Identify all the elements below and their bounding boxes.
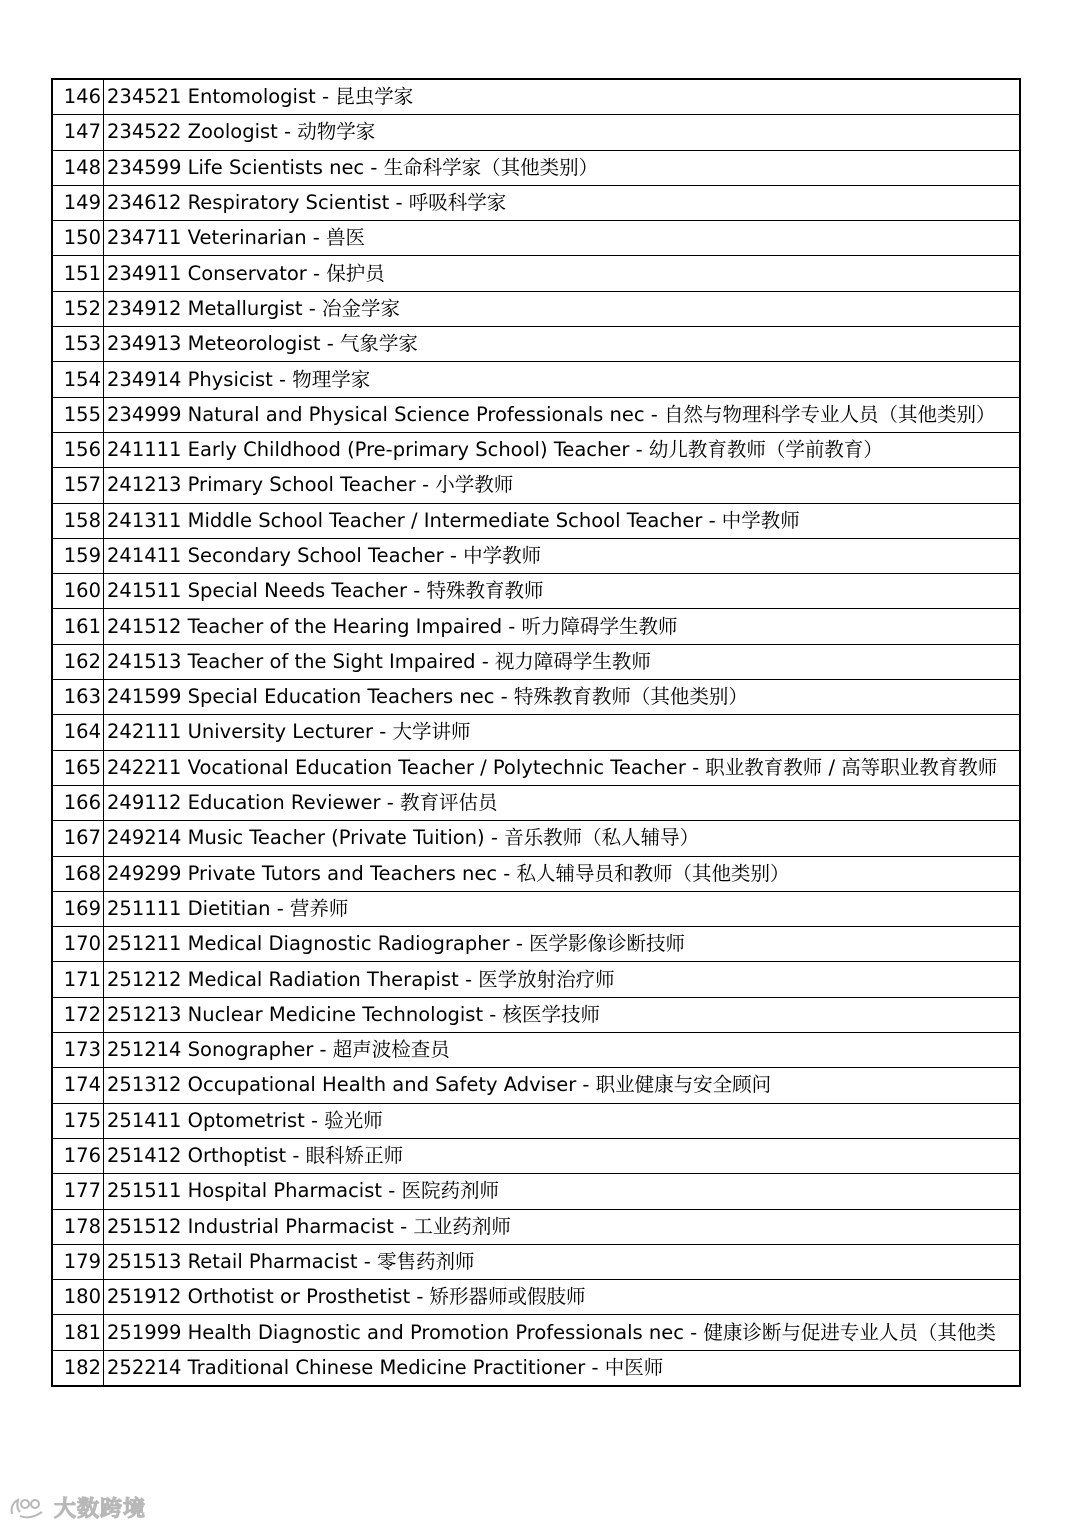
- row-number: 163: [52, 680, 104, 715]
- row-number: 175: [52, 1103, 104, 1138]
- table-row: [52, 997, 1020, 1032]
- row-description: 234599 Life Scientists nec - 生命科学家（其他类别）: [104, 150, 1021, 185]
- row-number: 172: [52, 997, 104, 1032]
- row-number: 160: [52, 574, 104, 609]
- row-description: 242111 University Lecturer - 大学讲师: [104, 715, 1021, 750]
- row-number: 171: [52, 962, 104, 997]
- row-number: 181: [52, 1315, 104, 1350]
- row-description: 249214 Music Teacher (Private Tuition) - 音乐教师（私人辅导）: [104, 821, 1021, 856]
- row-description: 234521 Entomologist - 昆虫学家: [104, 79, 1021, 115]
- row-description: 234612 Respiratory Scientist - 呼吸科学家: [104, 185, 1021, 220]
- table-row: [52, 1138, 1020, 1173]
- table-row: [52, 680, 1020, 715]
- table-row: [52, 644, 1020, 679]
- row-number: 146: [52, 79, 104, 115]
- row-number: 178: [52, 1209, 104, 1244]
- row-number: 154: [52, 362, 104, 397]
- table-row: [52, 1350, 1020, 1386]
- table-row: [52, 503, 1020, 538]
- row-number: 153: [52, 327, 104, 362]
- row-description: 234913 Meteorologist - 气象学家: [104, 327, 1021, 362]
- row-description: 241411 Secondary School Teacher - 中学教师: [104, 538, 1021, 573]
- table-row: [52, 927, 1020, 962]
- table-row: [52, 821, 1020, 856]
- row-number: 165: [52, 750, 104, 785]
- occupation-table-container: [51, 78, 1021, 1387]
- row-number: 151: [52, 256, 104, 291]
- row-number: 156: [52, 432, 104, 467]
- row-number: 152: [52, 291, 104, 326]
- table-row: [52, 538, 1020, 573]
- row-description: 251211 Medical Diagnostic Radiographer - 医学影像诊断技师: [104, 927, 1021, 962]
- row-number: 157: [52, 468, 104, 503]
- row-description: 251214 Sonographer - 超声波检查员: [104, 1033, 1021, 1068]
- row-number: 149: [52, 185, 104, 220]
- row-number: 158: [52, 503, 104, 538]
- row-description: 251512 Industrial Pharmacist - 工业药剂师: [104, 1209, 1021, 1244]
- row-number: 170: [52, 927, 104, 962]
- row-number: 164: [52, 715, 104, 750]
- table-row: [52, 397, 1020, 432]
- table-row: [52, 609, 1020, 644]
- row-description: 234711 Veterinarian - 兽医: [104, 221, 1021, 256]
- table-row: [52, 362, 1020, 397]
- row-number: 148: [52, 150, 104, 185]
- watermark: [8, 1490, 146, 1524]
- row-number: 174: [52, 1068, 104, 1103]
- table-row: [52, 1033, 1020, 1068]
- row-description: 251511 Hospital Pharmacist - 医院药剂师: [104, 1174, 1021, 1209]
- row-description: 251999 Health Diagnostic and Promotion Professionals nec - 健康诊断与促进专业人员（其他类: [104, 1315, 1021, 1350]
- row-description: 241512 Teacher of the Hearing Impaired - 听力障碍学生教师: [104, 609, 1021, 644]
- table-row: [52, 1244, 1020, 1279]
- row-description: 234999 Natural and Physical Science Professionals nec - 自然与物理科学专业人员（其他类别）: [104, 397, 1021, 432]
- row-description: 241513 Teacher of the Sight Impaired - 视力障碍学生教师: [104, 644, 1021, 679]
- table-row: [52, 1280, 1020, 1315]
- row-description: 251111 Dietitian - 营养师: [104, 891, 1021, 926]
- table-row: [52, 1174, 1020, 1209]
- table-row: [52, 785, 1020, 820]
- table-row: [52, 750, 1020, 785]
- row-number: 173: [52, 1033, 104, 1068]
- row-description: 234914 Physicist - 物理学家: [104, 362, 1021, 397]
- row-number: 177: [52, 1174, 104, 1209]
- table-row: [52, 1315, 1020, 1350]
- row-description: 234911 Conservator - 保护员: [104, 256, 1021, 291]
- table-row: [52, 327, 1020, 362]
- table-row: [52, 291, 1020, 326]
- row-description: 241111 Early Childhood (Pre-primary School) Teacher - 幼儿教育教师（学前教育）: [104, 432, 1021, 467]
- row-description: 251912 Orthotist or Prosthetist - 矫形器师或假肢师: [104, 1280, 1021, 1315]
- row-description: 249299 Private Tutors and Teachers nec - 私人辅导员和教师（其他类别）: [104, 856, 1021, 891]
- row-description: 234522 Zoologist - 动物学家: [104, 115, 1021, 150]
- row-number: 169: [52, 891, 104, 926]
- row-number: 155: [52, 397, 104, 432]
- table-row: [52, 256, 1020, 291]
- brand-logo-icon: [8, 1494, 48, 1520]
- table-row: [52, 856, 1020, 891]
- row-description: 251213 Nuclear Medicine Technologist - 核医学技师: [104, 997, 1021, 1032]
- row-number: 182: [52, 1350, 104, 1386]
- row-number: 147: [52, 115, 104, 150]
- row-description: 242211 Vocational Education Teacher / Polytechnic Teacher - 职业教育教师 / 高等职业教育教师: [104, 750, 1021, 785]
- watermark-text: 大数跨境: [54, 1496, 147, 1522]
- row-number: 168: [52, 856, 104, 891]
- row-description: 251513 Retail Pharmacist - 零售药剂师: [104, 1244, 1021, 1279]
- row-number: 167: [52, 821, 104, 856]
- table-row: [52, 891, 1020, 926]
- table-row: [52, 1209, 1020, 1244]
- row-description: 251212 Medical Radiation Therapist - 医学放射治疗师: [104, 962, 1021, 997]
- table-row: [52, 150, 1020, 185]
- table-row: [52, 115, 1020, 150]
- row-number: 179: [52, 1244, 104, 1279]
- row-number: 180: [52, 1280, 104, 1315]
- row-description: 252214 Traditional Chinese Medicine Practitioner - 中医师: [104, 1350, 1021, 1386]
- table-row: [52, 715, 1020, 750]
- table-row: [52, 1068, 1020, 1103]
- row-description: 251411 Optometrist - 验光师: [104, 1103, 1021, 1138]
- row-description: 249112 Education Reviewer - 教育评估员: [104, 785, 1021, 820]
- row-number: 159: [52, 538, 104, 573]
- row-description: 241511 Special Needs Teacher - 特殊教育教师: [104, 574, 1021, 609]
- table-row: [52, 221, 1020, 256]
- table-row: [52, 468, 1020, 503]
- occupation-table: [51, 78, 1021, 1387]
- table-row: [52, 79, 1020, 115]
- row-description: 234912 Metallurgist - 冶金学家: [104, 291, 1021, 326]
- row-description: 241213 Primary School Teacher - 小学教师: [104, 468, 1021, 503]
- row-description: 251312 Occupational Health and Safety Adviser - 职业健康与安全顾问: [104, 1068, 1021, 1103]
- row-description: 241599 Special Education Teachers nec - 特殊教育教师（其他类别）: [104, 680, 1021, 715]
- table-row: [52, 185, 1020, 220]
- row-number: 150: [52, 221, 104, 256]
- row-description: 241311 Middle School Teacher / Intermediate School Teacher - 中学教师: [104, 503, 1021, 538]
- row-number: 162: [52, 644, 104, 679]
- table-row: [52, 432, 1020, 467]
- row-number: 166: [52, 785, 104, 820]
- row-description: 251412 Orthoptist - 眼科矫正师: [104, 1138, 1021, 1173]
- table-row: [52, 1103, 1020, 1138]
- row-number: 176: [52, 1138, 104, 1173]
- table-row: [52, 962, 1020, 997]
- row-number: 161: [52, 609, 104, 644]
- table-row: [52, 574, 1020, 609]
